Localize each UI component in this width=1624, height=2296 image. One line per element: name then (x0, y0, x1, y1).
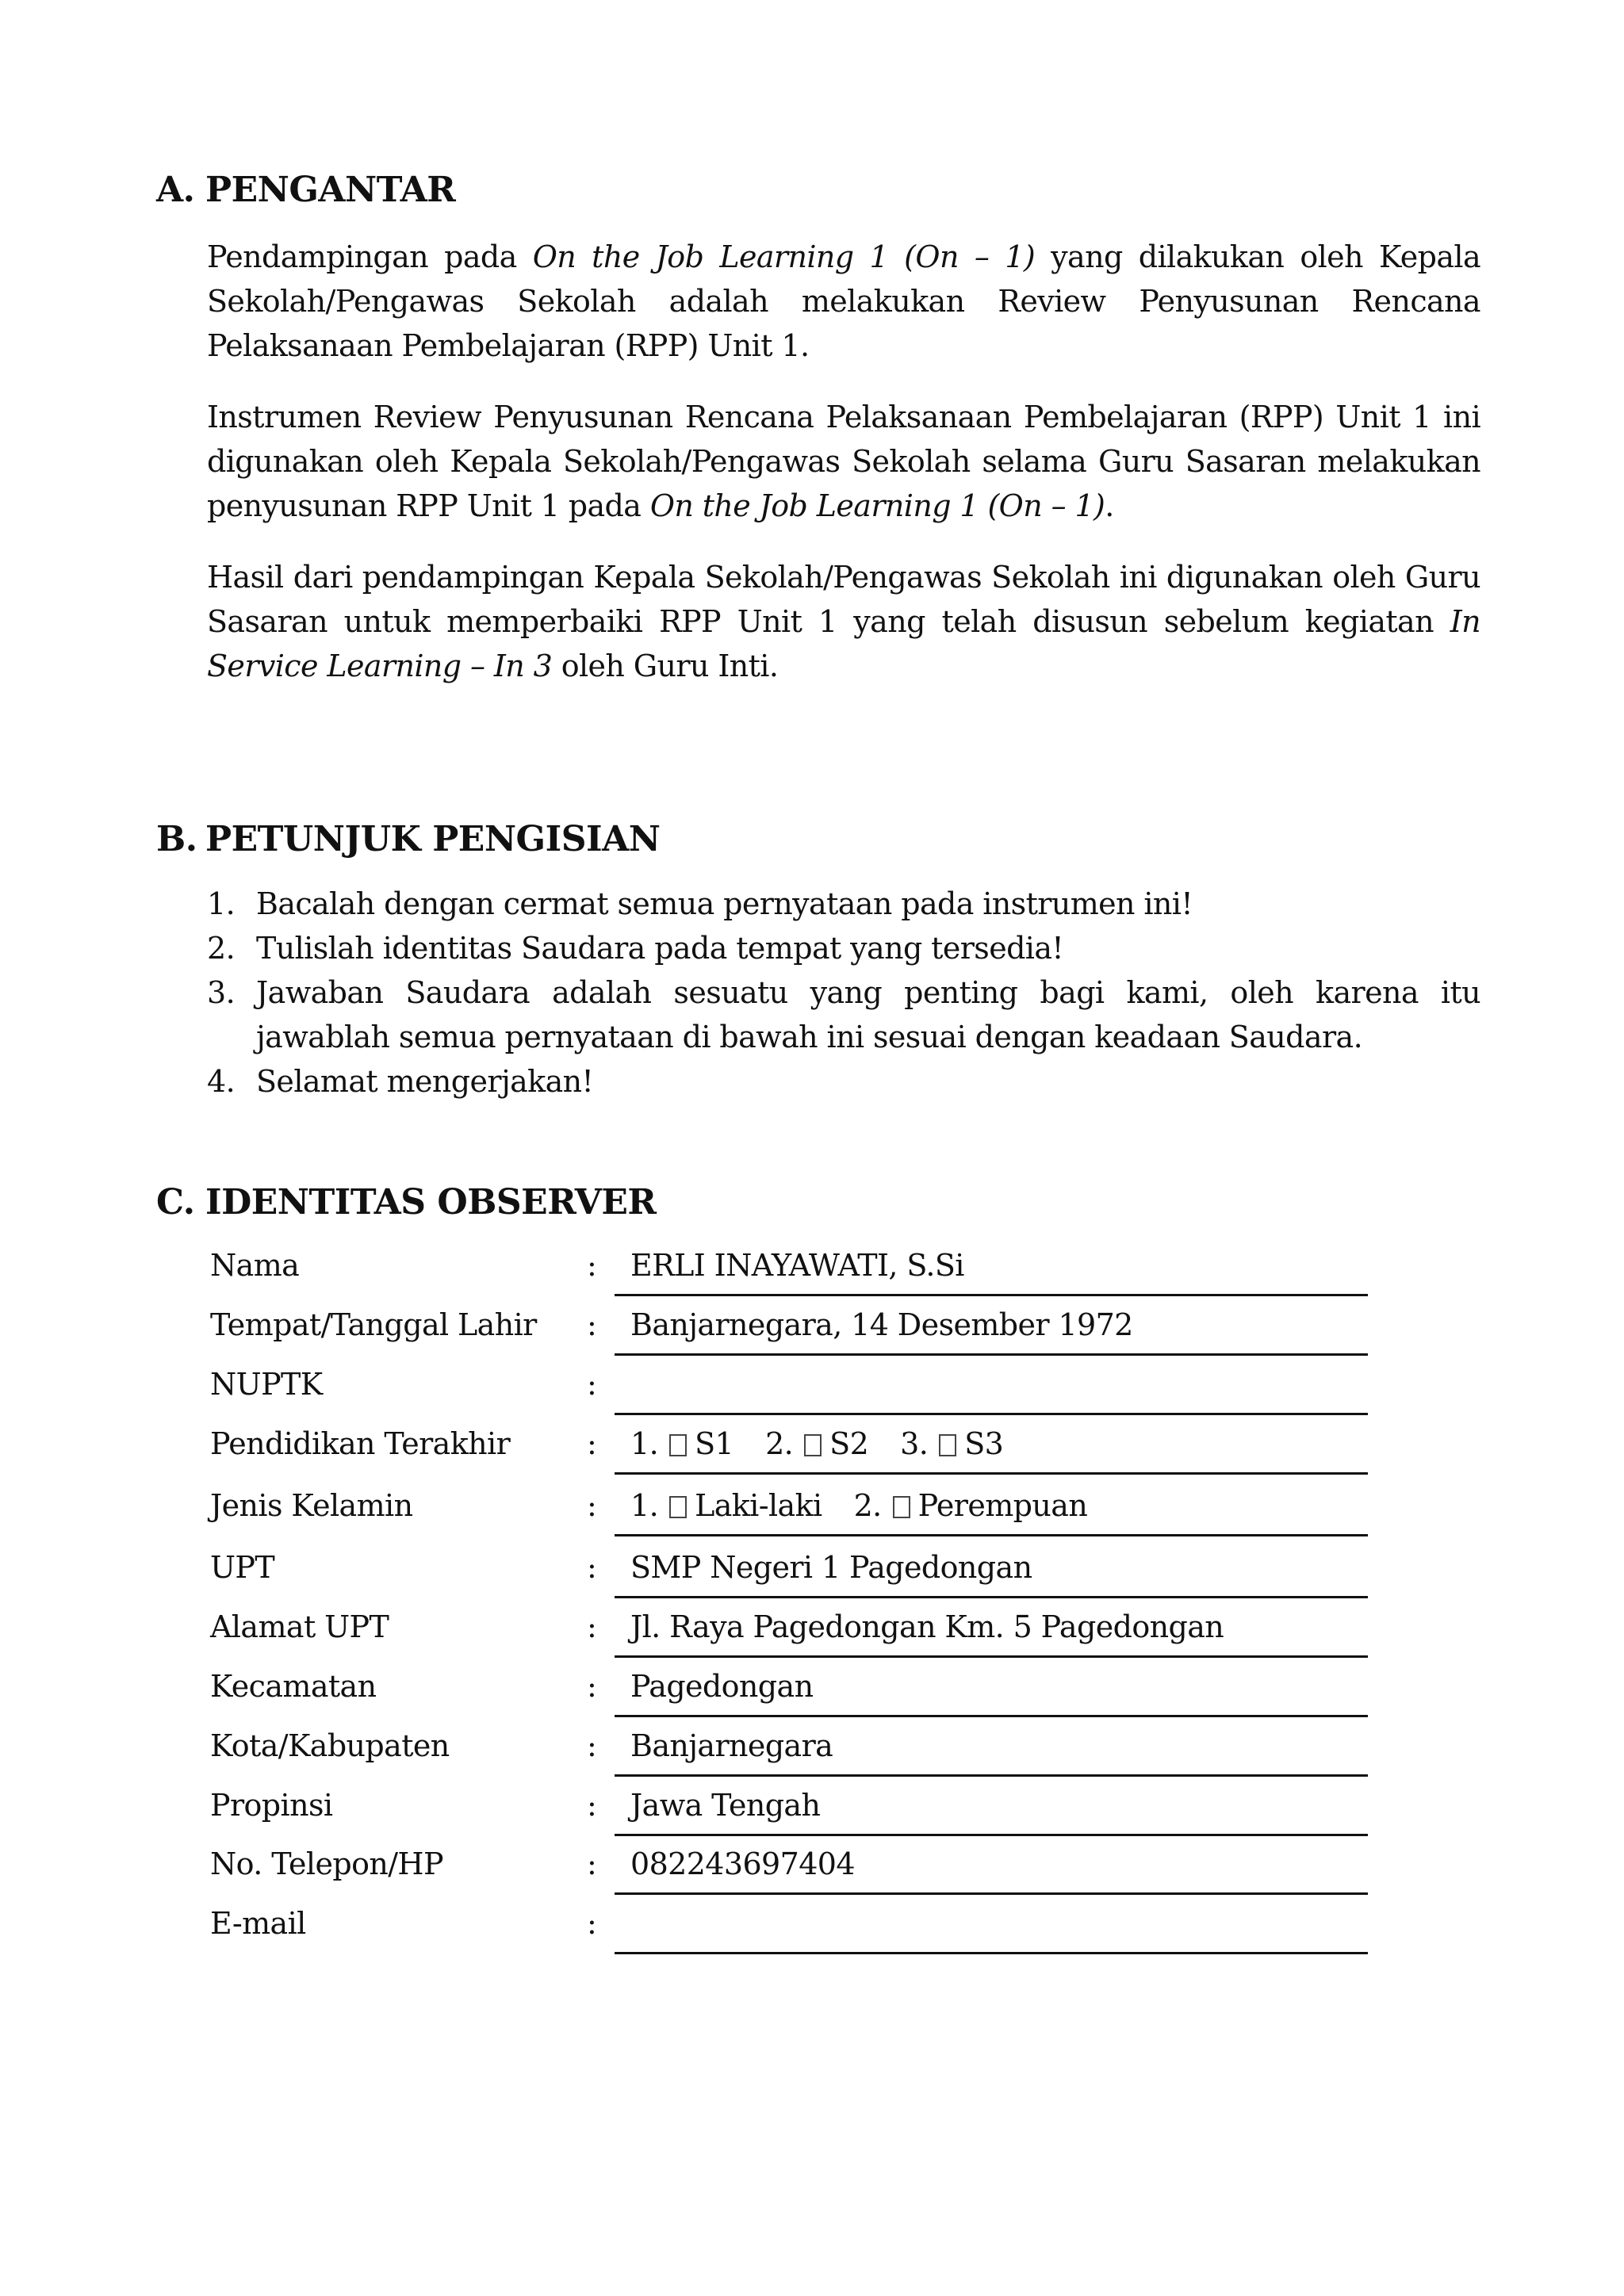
list-item (207, 1059, 1480, 1104)
form-underline (615, 1655, 1368, 1658)
list-item-number: 2. (207, 931, 236, 966)
form-label: Jenis Kelamin (210, 1488, 413, 1523)
option-number: 2. (765, 1426, 794, 1461)
form-row-kota (210, 1724, 1368, 1784)
option-label: Laki-laki (695, 1488, 822, 1523)
checkbox-icon[interactable] (804, 1434, 822, 1456)
form-colon: : (587, 1367, 597, 1402)
section-a-paragraph-1: Pendampingan pada On the Job Learning 1 (On – 1) yang dilakukan oleh Kepala Sekolah/Pengawas Sekolah adalah melakukan Review Penyusunan Rencana Pelaksanaan Pembelajaran (RPP) Unit 1. (207, 239, 1481, 363)
form-row-kecamatan (210, 1664, 1368, 1724)
form-colon: : (587, 1788, 597, 1823)
section-c-letter: C. (156, 1182, 195, 1223)
form-row-propinsi (210, 1783, 1368, 1843)
option-label: Perempuan (917, 1488, 1088, 1523)
form-label: NUPTK (210, 1367, 323, 1402)
form-label: Alamat UPT (210, 1609, 389, 1644)
form-value[interactable]: SMP Negeri 1 Pagedongan (630, 1550, 1032, 1585)
option-label: S3 (964, 1426, 1004, 1461)
form-colon: : (587, 1488, 597, 1523)
list-item-text: Jawaban Saudara adalah sesuatu yang penting bagi kami, oleh karena itu jawablah semua pernyataan di bawah ini sesuai dengan keadaan Saudara. (256, 975, 1480, 1054)
section-a-heading (156, 170, 456, 210)
form-value[interactable]: 082243697404 (630, 1846, 855, 1881)
section-c-title: IDENTITAS OBSERVER (205, 1182, 657, 1223)
form-label: Pendidikan Terakhir (210, 1426, 511, 1461)
form-label: Tempat/Tanggal Lahir (210, 1307, 537, 1342)
form-colon: : (587, 1728, 597, 1763)
form-value[interactable]: Pagedongan (630, 1669, 814, 1704)
list-item (207, 882, 1480, 926)
list-item-number: 4. (207, 1064, 236, 1099)
form-label: Nama (210, 1248, 300, 1283)
form-colon: : (587, 1609, 597, 1644)
form-row-nama (210, 1243, 1368, 1303)
form-underline (615, 1774, 1368, 1777)
form-row-pendidikan (210, 1422, 1368, 1482)
option-number: 1. (630, 1488, 659, 1523)
option-number: 2. (853, 1488, 882, 1523)
checkbox-option[interactable] (630, 1483, 822, 1528)
form-colon: : (587, 1426, 597, 1461)
list-item (207, 970, 1480, 1059)
form-colon: : (587, 1248, 597, 1283)
section-b-heading (156, 819, 661, 859)
section-b-title: PETUNJUK PENGISIAN (205, 819, 661, 859)
section-b-letter: B. (156, 819, 197, 859)
form-value (630, 1422, 1035, 1466)
form-underline (615, 1294, 1368, 1296)
form-value[interactable]: ERLI INAYAWATI, S.Si (630, 1248, 964, 1283)
checkbox-icon[interactable] (669, 1496, 687, 1518)
form-label: Kota/Kabupaten (210, 1728, 450, 1763)
form-underline (615, 1715, 1368, 1717)
form-colon: : (587, 1550, 597, 1585)
option-label: S2 (829, 1426, 869, 1461)
form-underline (615, 1413, 1368, 1415)
option-label: S1 (695, 1426, 734, 1461)
form-underline (615, 1534, 1368, 1536)
option-number: 3. (900, 1426, 929, 1461)
form-row-alamat-upt (210, 1605, 1368, 1665)
form-row-nuptk (210, 1362, 1368, 1422)
instruction-list (207, 882, 1480, 1104)
form-colon: : (587, 1307, 597, 1342)
checkbox-option[interactable] (854, 1483, 1088, 1528)
section-a-paragraph-3: Hasil dari pendampingan Kepala Sekolah/Pengawas Sekolah ini digunakan oleh Guru Sasaran untuk memperbaiki RPP Unit 1 yang telah disusun sebelum kegiatan In Service Learning – In 3 oleh Guru Inti. (207, 560, 1480, 683)
form-underline (615, 1472, 1368, 1475)
form-value[interactable]: Banjarnegara, 14 Desember 1972 (630, 1307, 1133, 1342)
form-label: Kecamatan (210, 1669, 377, 1704)
checkbox-icon[interactable] (939, 1434, 956, 1456)
form-row-upt (210, 1545, 1368, 1605)
list-item-number: 3. (207, 975, 236, 1010)
section-a-paragraph-2: Instrumen Review Penyusunan Rencana Pelaksanaan Pembelajaran (RPP) Unit 1 ini digunakan oleh Kepala Sekolah/Pengawas Sekolah selama Guru Sasaran melakukan penyusunan RPP Unit 1 pada On the Job Learning 1 (On – 1). (207, 400, 1480, 523)
form-underline (615, 1596, 1368, 1598)
form-label: UPT (210, 1550, 275, 1585)
checkbox-option[interactable] (630, 1422, 733, 1466)
form-row-jenis-kelamin (210, 1483, 1368, 1544)
section-c-heading (156, 1182, 657, 1223)
form-row-email (210, 1901, 1368, 1961)
form-label: No. Telepon/HP (210, 1846, 443, 1881)
list-item-text: Selamat mengerjakan! (256, 1064, 594, 1099)
form-colon: : (587, 1906, 597, 1941)
list-item-text: Bacalah dengan cermat semua pernyataan pada instrumen ini! (256, 886, 1193, 921)
section-a-letter: A. (156, 170, 195, 210)
form-row-ttl (210, 1303, 1368, 1363)
form-label: E-mail (210, 1906, 306, 1941)
form-label: Propinsi (210, 1788, 333, 1823)
section-a-title: PENGANTAR (205, 170, 456, 210)
list-item (207, 926, 1480, 970)
list-item-number: 1. (207, 886, 236, 921)
form-underline (615, 1353, 1368, 1356)
option-number: 1. (630, 1426, 659, 1461)
form-underline (615, 1834, 1368, 1836)
form-underline (615, 1952, 1368, 1954)
checkbox-option[interactable] (765, 1422, 868, 1466)
form-underline (615, 1892, 1368, 1895)
form-value[interactable]: Jawa Tengah (630, 1788, 821, 1823)
form-value[interactable]: Banjarnegara (630, 1728, 833, 1763)
form-colon: : (587, 1846, 597, 1881)
checkbox-option[interactable] (900, 1422, 1003, 1466)
form-row-telepon (210, 1842, 1368, 1902)
checkbox-icon[interactable] (669, 1434, 687, 1456)
form-value[interactable]: Jl. Raya Pagedongan Km. 5 Pagedongan (630, 1609, 1224, 1644)
checkbox-icon[interactable] (893, 1496, 910, 1518)
form-colon: : (587, 1669, 597, 1704)
list-item-text: Tulislah identitas Saudara pada tempat yang tersedia! (256, 931, 1064, 966)
form-value (630, 1483, 1119, 1528)
